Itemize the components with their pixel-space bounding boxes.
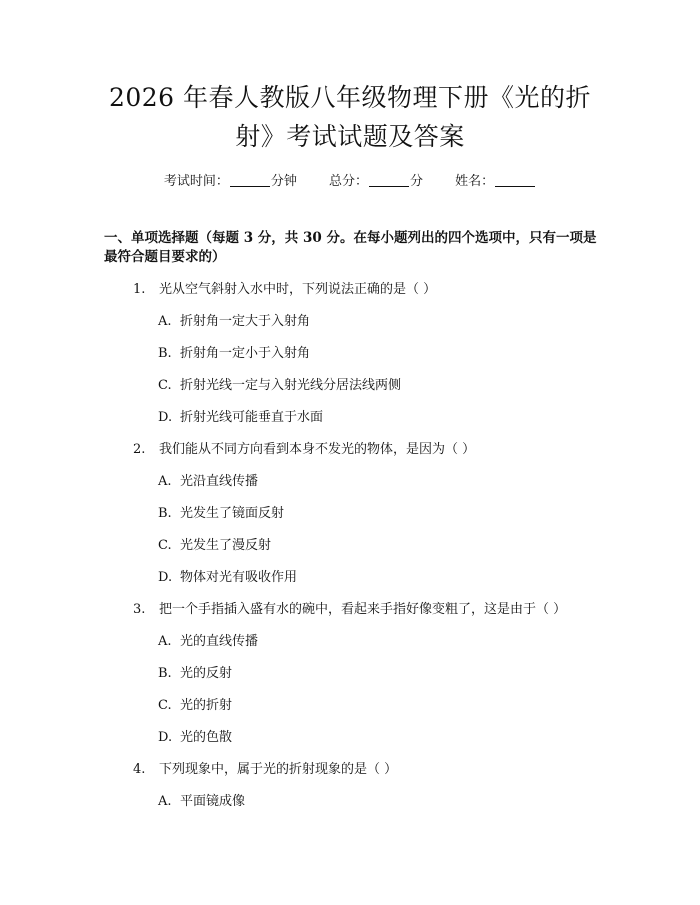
question-1: 1. 光从空气斜射入水中时，下列说法正确的是（ ） [133,282,437,297]
exam-title-line2: 射》考试试题及答案 [235,122,465,151]
section-heading-line1: 一、单项选择题（每题 3 分，共 30 分。在每小题列出的四个选项中，只有一项是 [104,230,597,246]
exam-title-line1: 2026 年春人教版八年级物理下册《光的折 [108,83,592,112]
q2-option-b: B. 光发生了镜面反射 [158,506,285,521]
exam-meta [0,170,700,189]
question-4: 4. 下列现象中，属于光的折射现象的是（ ） [133,762,398,777]
q3-option-b: B. 光的反射 [158,666,233,681]
q2-option-c: C. 光发生了漫反射 [158,538,272,553]
section-heading [104,229,614,267]
score-blank [369,173,409,187]
q4-option-a: A. 平面镜成像 [158,794,246,809]
exam-title [60,78,640,156]
section-heading-line2: 最符合题目要求的） [104,249,226,265]
question-3: 3. 把一个手指插入盛有水的碗中，看起来手指好像变粗了，这是由于（ ） [133,602,567,617]
q1-option-c: C. 折射光线一定与入射光线分居法线两侧 [158,378,402,393]
q1-option-d: D. 折射光线可能垂直于水面 [158,410,324,425]
q3-option-c: C. 光的折射 [158,698,233,713]
q2-option-d: D. 物体对光有吸收作用 [158,570,298,585]
exam-name: 姓名： [455,174,536,189]
name-blank [495,173,535,187]
q1-option-b: B. 折射角一定小于入射角 [158,346,311,361]
q1-option-a: A. 折射角一定大于入射角 [158,314,311,329]
q3-option-d: D. 光的色散 [158,730,233,745]
q2-option-a: A. 光沿直线传播 [158,474,259,489]
q3-option-a: A. 光的直线传播 [158,634,259,649]
exam-score: 总分： 分 [328,174,424,189]
exam-time: 考试时间： 分钟 [163,174,297,189]
question-2: 2. 我们能从不同方向看到本身不发光的物体，是因为（ ） [133,442,476,457]
time-blank [230,173,270,187]
